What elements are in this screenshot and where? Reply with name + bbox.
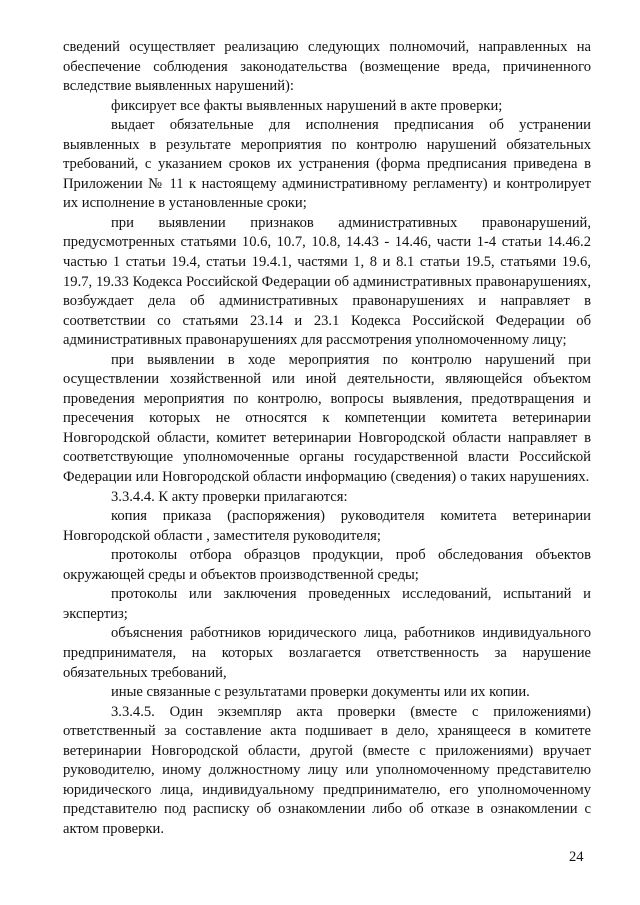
- section-heading-3-3-4-4: 3.3.4.4. К акту проверки прилагаются:: [111, 488, 348, 505]
- paragraph-continuation: сведений осуществляет реализацию следующих полномочий, направленных на обеспечение соблюдения законодательства (возмещение вреда, причиненного вследствие выявленных нарушений):: [63, 39, 591, 95]
- section-3-3-4-5: 3.3.4.5. Один экземпляр акта проверки (вместе с приложениями) ответственный за составление акта подшивает в дело, хранящееся в комитете ветеринарии Новгородской области, другой (вместе с приложениями) вручает руководителю, иному должностному лицу или уполномоченному представителю юридического лица, индивидуальному предпринимателю, его уполномоченному представителю под расписку об ознакомлении либо об отказе в ознакомлении с актом проверки.: [63, 703, 591, 837]
- paragraph-issues-orders: выдает обязательные для исполнения предписания об устранении выявленных в результате мероприятия по контролю нарушений обязательных требований, с указанием сроков их устранения (форма предписания приведена в Приложении № 11 к настоящему административному регламенту) и контролирует их исполнение в установленные сроки;: [63, 117, 591, 212]
- paragraph-other-violations: при выявлении в ходе мероприятия по контролю нарушений при осуществлении хозяйственной или иной деятельности, являющейся объектом проведения мероприятия по контролю, вопросы выявления, предотвращения и пресечения которых не относятся к компетенции комитета ветеринарии Новгородской области, комитет ветеринарии Новгородской области направляет в соответствующие уполномоченные органы государственной власти Российской Федерации или Новгородской области информацию (сведения) о таких нарушениях.: [63, 351, 591, 486]
- paragraph-sampling-protocols: протоколы отбора образцов продукции, проб обследования объектов окружающей среды и объектов производственной среды;: [63, 547, 591, 583]
- paragraph-research-protocols: протоколы или заключения проведенных исследований, испытаний и экспертиз;: [63, 586, 591, 622]
- paragraph-explanations: объяснения работников юридического лица, работников индивидуального предпринимателя, на которых возлагается ответственность за нарушение обязательных требований,: [63, 625, 591, 681]
- paragraph-records-violations: фиксирует все факты выявленных нарушений в акте проверки;: [111, 97, 503, 114]
- paragraph-order-copy: копия приказа (распоряжения) руководителя комитета ветеринарии Новгородской области , заместителя руководителя;: [63, 508, 591, 544]
- paragraph-administrative-offenses: при выявлении признаков административных правонарушений, предусмотренных статьями 10.6, 10.7, 10.8, 14.43 - 14.46, части 1-4 статьи 14.46.2 частью 1 статьи 19.4, статьи 19.4.1, частями 1, 8 и 8.1 статьи 19.5, статьями 19.6, 19.7, 19.33 Кодекса Российской Федерации об административных правонарушениях, возбуждает дела об административных правонарушениях и направляет в соответствии со статьями 23.14 и 23.1 Кодекса Российской Федерации об административных правонарушениях для рассмотрения уполномоченному лицу;: [63, 214, 591, 349]
- page-number: 24: [569, 849, 584, 865]
- document-body: [63, 38, 591, 839]
- paragraph-other-documents: иные связанные с результатами проверки документы или их копии.: [111, 684, 530, 701]
